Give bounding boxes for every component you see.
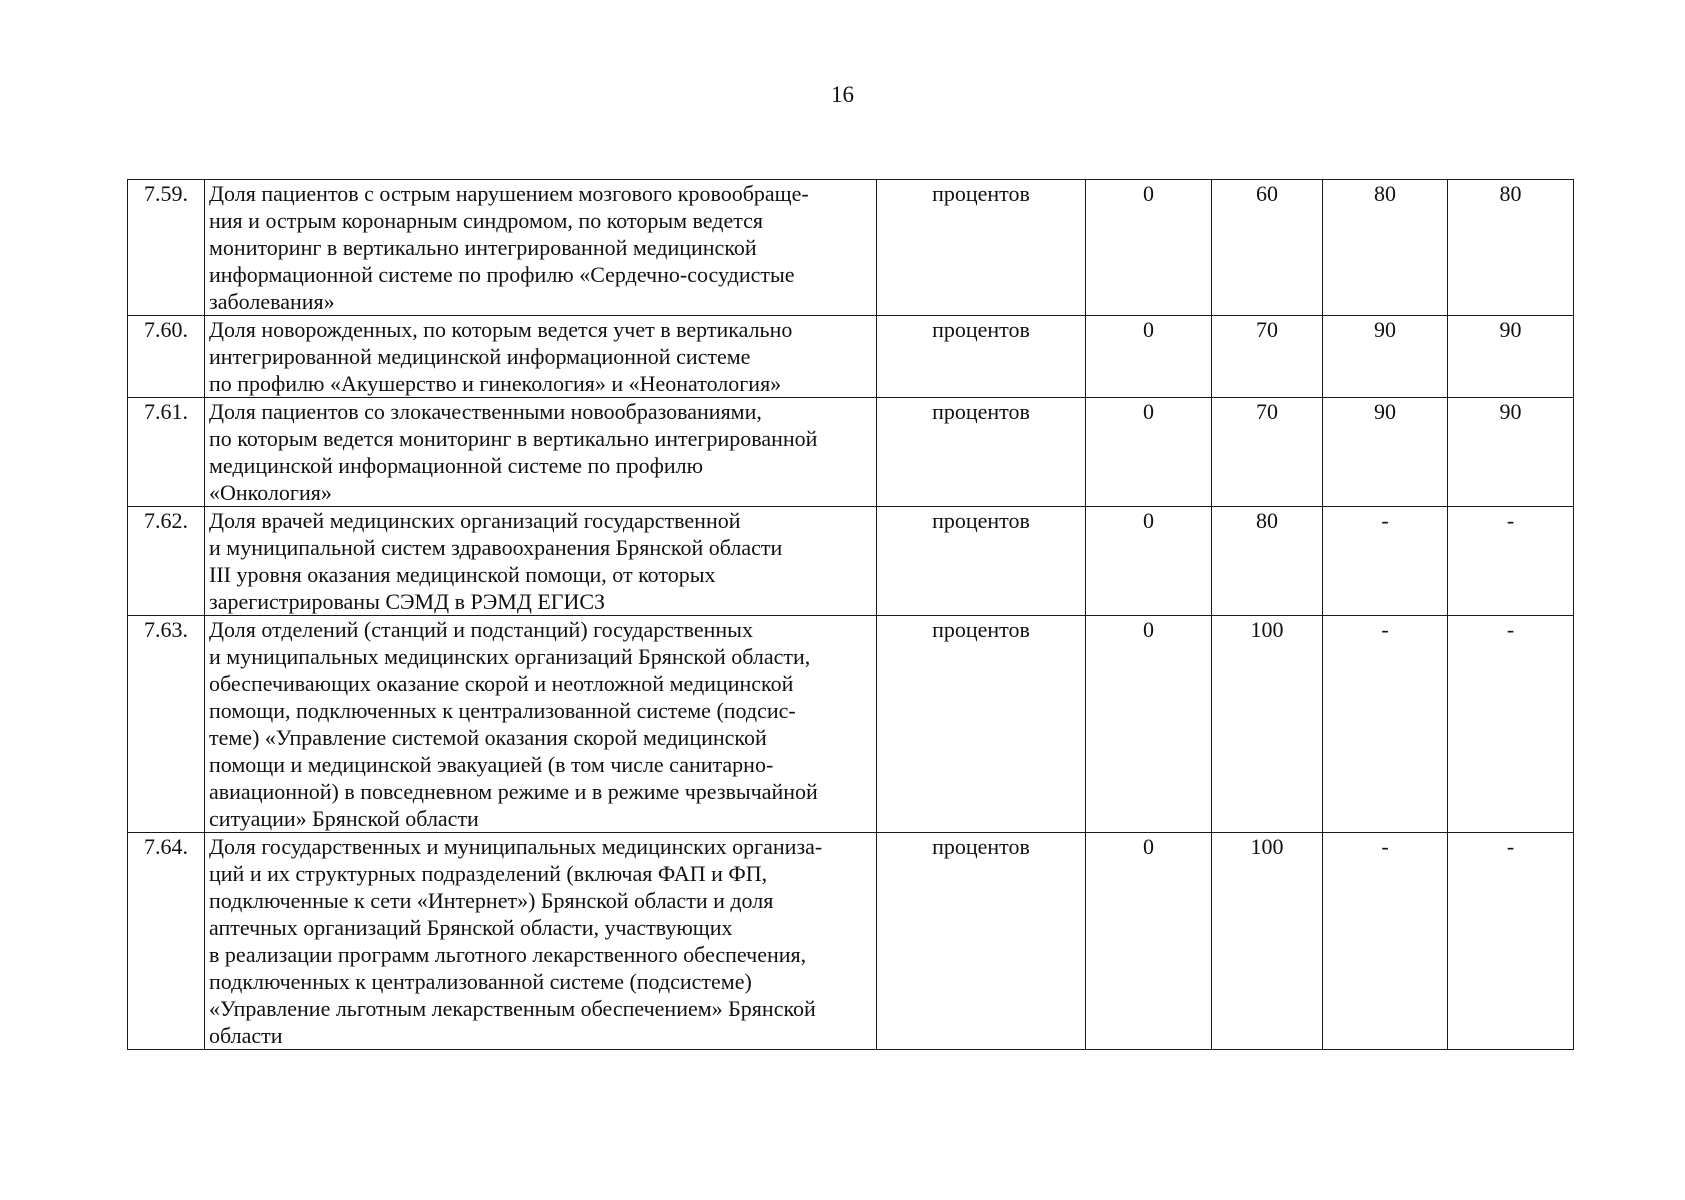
unit-cell: процентов (877, 398, 1086, 507)
value-cell-1: 0 (1086, 833, 1212, 1050)
unit-cell: процентов (877, 180, 1086, 316)
row-number-cell: 7.59. (128, 180, 205, 316)
value-cell-4: 80 (1448, 180, 1574, 316)
table-row (128, 616, 1574, 833)
value-cell-3: 80 (1323, 180, 1448, 316)
row-number-cell: 7.60. (128, 316, 205, 398)
table-row (128, 398, 1574, 507)
value-cell-4: - (1448, 507, 1574, 616)
row-number-cell: 7.63. (128, 616, 205, 833)
indicator-name-cell: Доля пациентов со злокачественными новообразованиями, по которым ведется мониторинг в вертикально интегрированной медицинской информационной системе по профилю «Онкология» (205, 398, 877, 507)
value-cell-3: - (1323, 616, 1448, 833)
value-cell-1: 0 (1086, 616, 1212, 833)
unit-cell: процентов (877, 507, 1086, 616)
value-cell-4: - (1448, 616, 1574, 833)
value-cell-2: 100 (1212, 833, 1323, 1050)
indicator-name-cell: Доля пациентов с острым нарушением мозгового кровообраще- ния и острым коронарным синдромом, по которым ведется мониторинг в вертикально интегрированной медицинской информационной системе по профилю «Сердечно-сосудистые заболевания» (205, 180, 877, 316)
indicator-name-cell: Доля врачей медицинских организаций государственной и муниципальной систем здравоохранения Брянской области III уровня оказания медицинской помощи, от которых зарегистрированы СЭМД в РЭМД ЕГИСЗ (205, 507, 877, 616)
indicator-name-cell: Доля государственных и муниципальных медицинских организа- ций и их структурных подразделений (включая ФАП и ФП, подключенные к сети «Интернет») Брянской области и доля аптечных организаций Брянской области, участвующих в реализации программ льготного лекарственного обеспечения, подключенных к централизованной системе (подсистеме) «Управление льготным лекарственным обеспечением» Брянской области (205, 833, 877, 1050)
value-cell-3: - (1323, 833, 1448, 1050)
value-cell-2: 80 (1212, 507, 1323, 616)
indicator-name-cell: Доля новорожденных, по которым ведется учет в вертикально интегрированной медицинской информационной системе по профилю «Акушерство и гинекология» и «Неонатология» (205, 316, 877, 398)
value-cell-1: 0 (1086, 398, 1212, 507)
value-cell-2: 100 (1212, 616, 1323, 833)
value-cell-4: 90 (1448, 316, 1574, 398)
indicator-name-cell: Доля отделений (станций и подстанций) государственных и муниципальных медицинских организаций Брянской области, обеспечивающих оказание скорой и неотложной медицинской помощи, подключенных к централизованной системе (подсис- теме) «Управление системой оказания скорой медицинской помощи и медицинской эвакуацией (в том числе санитарно- авиационной) в повседневном режиме и в режиме чрезвычайной ситуации» Брянской области (205, 616, 877, 833)
value-cell-1: 0 (1086, 316, 1212, 398)
value-cell-2: 70 (1212, 316, 1323, 398)
value-cell-3: 90 (1323, 316, 1448, 398)
table-row (128, 316, 1574, 398)
value-cell-3: 90 (1323, 398, 1448, 507)
value-cell-1: 0 (1086, 180, 1212, 316)
value-cell-4: 90 (1448, 398, 1574, 507)
row-number-cell: 7.62. (128, 507, 205, 616)
unit-cell: процентов (877, 316, 1086, 398)
row-number-cell: 7.64. (128, 833, 205, 1050)
row-number-cell: 7.61. (128, 398, 205, 507)
page-number: 16 (831, 82, 854, 107)
table-row (128, 507, 1574, 616)
value-cell-2: 70 (1212, 398, 1323, 507)
indicators-table (127, 179, 1574, 1050)
unit-cell: процентов (877, 616, 1086, 833)
value-cell-3: - (1323, 507, 1448, 616)
unit-cell: процентов (877, 833, 1086, 1050)
value-cell-1: 0 (1086, 507, 1212, 616)
table-row (128, 833, 1574, 1050)
value-cell-2: 60 (1212, 180, 1323, 316)
table-row (128, 180, 1574, 316)
value-cell-4: - (1448, 833, 1574, 1050)
